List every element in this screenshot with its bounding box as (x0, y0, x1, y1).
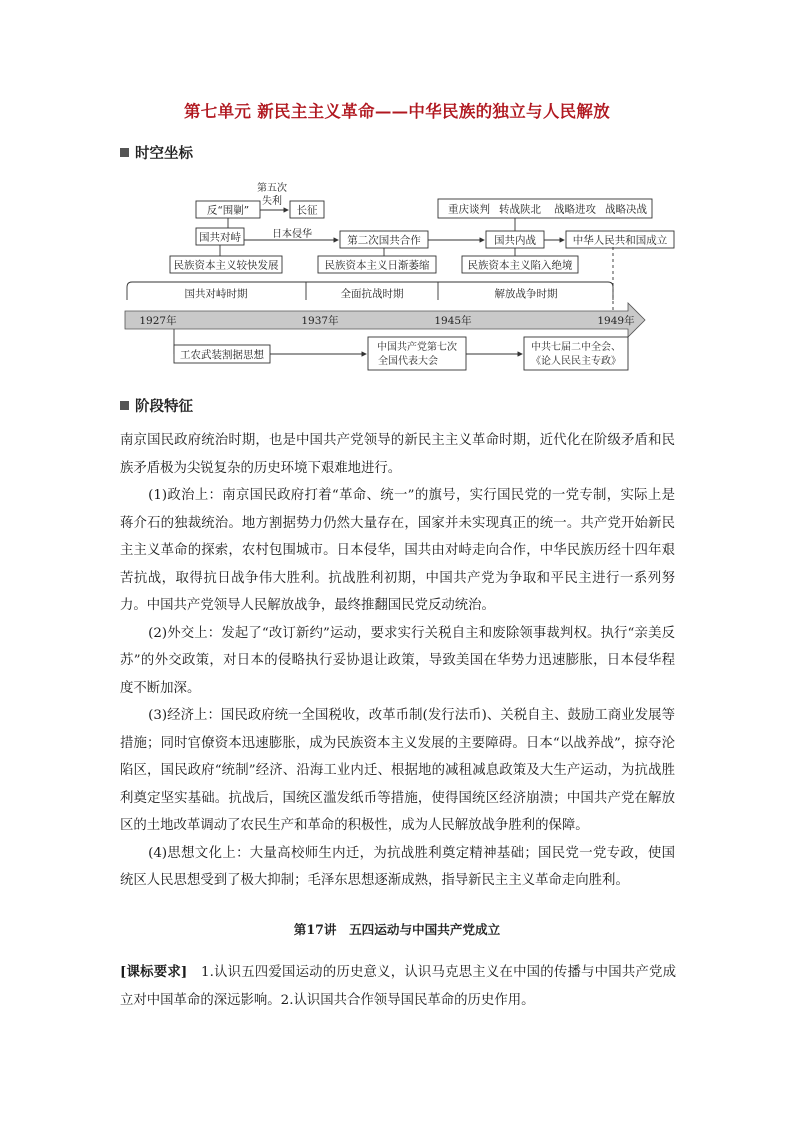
unit-title: 第七单元 新民主主义革命——中华民族的独立与人民解放 (183, 102, 611, 121)
period-1: 国共对峙时期 (184, 288, 248, 300)
features-body (120, 427, 675, 895)
svg-text:中共七届二中全会、: 中共七届二中全会、 (531, 342, 621, 353)
requirement-tag: [课标要求] (120, 964, 188, 980)
box-economy-3 (462, 256, 578, 273)
svg-text:民族资本主义日渐萎缩: 民族资本主义日渐萎缩 (324, 259, 430, 272)
box-gongnong (174, 345, 270, 363)
box-economy-1 (170, 256, 282, 273)
year-1937: 1937年 (301, 315, 339, 327)
section-label: 阶段特征 (135, 398, 193, 415)
svg-text:国共内战: 国共内战 (494, 234, 536, 247)
svg-text:中华人民共和国成立: 中华人民共和国成立 (572, 234, 668, 247)
event-2: 转战陕北 (499, 203, 541, 216)
period-2: 全面抗战时期 (340, 288, 404, 300)
svg-text:民族资本主义陷入绝境: 民族资本主义陷入绝境 (467, 259, 573, 272)
box-economy-2 (318, 256, 436, 273)
year-1945: 1945年 (434, 315, 472, 327)
event-3: 战略进攻 (554, 203, 596, 216)
timeline-axis (125, 303, 645, 337)
features-culture: (4)思想文化上：大量高校师生内迁，为抗战胜利奠定精神基础；国民党一党专政，使国统区人民思想受到了极大抑制；毛泽东思想逐渐成熟，指导新民主主义革命走向胜利。 (120, 845, 675, 888)
svg-text:工农武装割据思想: 工农武装割据思想 (180, 349, 264, 361)
features-politics: (1)政治上：南京国民政府打着“革命、统一”的旗号，实行国民党的一党专制，实际上是蒋介石的独裁统治。地方割据势力仍然大量存在，国家并未实现真正的统一。共产党开始新民主主义革命的探索，农村包围城市。日本侵华，国共由对峙走向合作，中华民族历经十四年艰苦抗战，取得抗日战争伟大胜利。抗战胜利初期，中国共产党为争取和平民主进行一系列努力。中国共产党领导人民解放战争，最终推翻国民党反动统治。 (120, 488, 675, 613)
svg-text:全国代表大会: 全国代表大会 (378, 356, 438, 367)
event-4: 战略决战 (605, 203, 647, 216)
timeline-diagram (0, 0, 794, 380)
svg-text:《论人民民主专政》: 《论人民民主专政》 (531, 356, 621, 367)
label-riben-qinhua: 日本侵华 (272, 229, 312, 240)
svg-text:国共对峙: 国共对峙 (199, 231, 241, 244)
features-economy: (3)经济上：国民政府统一全国税收，改革币制(发行法币)、关税自主、鼓励工商业发展等措施；同时官僚资本迅速膨胀，成为民族资本主义发展的主要障碍。日本“以战养战”，掠夺沦陷区，国民政府“统制”经济、沿海工业内迁、根据地的减租减息政策及大生产运动，为抗战胜利奠定坚实基础。抗战后，国统区滥发纸币等措施，使得国统区经济崩溃；中国共产党在解放区的土地改革调动了农民生产和革命的积极性，成为人民解放战争胜利的保障。 (120, 708, 675, 833)
label-wuci-line1: 第五次 (257, 183, 287, 194)
period-3: 解放战争时期 (494, 288, 558, 300)
requirement-text: 1.认识五四爱国运动的历史意义，认识马克思主义在中国的传播与中国共产党成立对中国革命的深远影响。2.认识国共合作领导国民革命的历史作用。 (120, 965, 676, 1008)
square-bullet-icon (120, 401, 129, 410)
svg-text:中国共产党第七次: 中国共产党第七次 (377, 342, 457, 353)
features-diplomacy: (2)外交上：发起了“改订新约”运动，要求实行关税自主和废除领事裁判权。执行“亲美反苏”的外交政策，对日本的侵略执行妥协退让政策，导致美国在华势力迅速膨胀，日本侵华程度不断加深。 (120, 625, 675, 696)
features-intro: 南京国民政府统治时期，也是中国共产党领导的新民主主义革命时期，近代化在阶级矛盾和民族矛盾极为尖锐复杂的历史环境下艰难地进行。 (120, 433, 675, 476)
box-dierci-hezuo (340, 231, 428, 248)
section-label: 时空坐标 (135, 145, 193, 162)
box-qijie (524, 337, 628, 370)
box-guogong-duizhi (196, 228, 244, 245)
year-1949: 1949年 (597, 315, 635, 327)
svg-text:反“围剿”: 反“围剿” (206, 204, 250, 217)
box-fan-weijiao (196, 201, 260, 218)
box-prc (566, 231, 674, 248)
box-qida (368, 337, 466, 370)
box-guogong-neizhan (486, 231, 544, 248)
label-wuci-line2: 失利 (262, 196, 282, 207)
section-heading-features (120, 395, 193, 416)
year-1927: 1927年 (139, 315, 177, 327)
event-1: 重庆谈判 (448, 203, 490, 216)
svg-text:长征: 长征 (296, 204, 318, 217)
svg-text:民族资本主义较快发展: 民族资本主义较快发展 (173, 259, 279, 272)
box-changzheng (290, 201, 324, 218)
period-bar (127, 282, 613, 300)
svg-text:第二次国共合作: 第二次国共合作 (347, 234, 421, 247)
lecture-title: 第17讲 五四运动与中国共产党成立 (293, 922, 501, 937)
box-liberation-events (438, 199, 652, 218)
curriculum-requirement (120, 958, 676, 1015)
